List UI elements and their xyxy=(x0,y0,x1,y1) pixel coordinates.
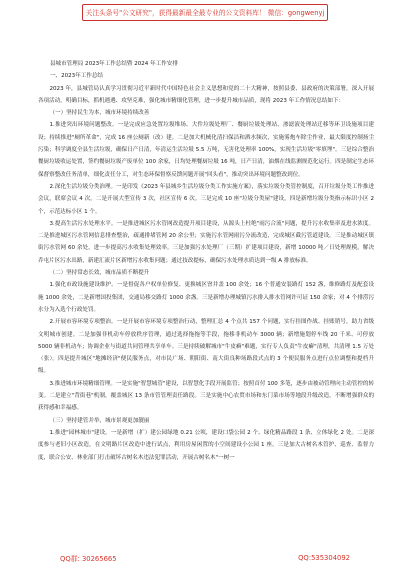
paragraph-municipal-facilities: 1.强化市政设施建设维护。一是督促各户权单位修复、更换城区窨井盖 100 余处；16 个普通安装路灯 152 盏，维修路灯及配套设施 1000 余处，二是新增国投集团，交通局移交路灯 1000 余盏。三是新增办理城镇污水排入排水管网许可证 150 余家；对 4 个排涝污水分为入选个行政处罚。 xyxy=(38,282,374,313)
document-body xyxy=(38,58,374,464)
subsection-heading-2: （二）坚持常态长效，城市品质不断提升 xyxy=(49,270,150,277)
paragraph-fine-management: 3.推进城市环境精细管理。一是实施"智慧城管"建设，以智慧化手段开展监管；按照首付 100 多笔，逐步由被动管理向主动管控的转变。二是建立"背街巷"机制，覆盖城区 13 条市管管理责任路段。三是实施中心农贸市场和东门菜市场等地段升级改造，不断增强群众的获得感和幸福感。 xyxy=(38,380,374,412)
subsection-heading-3: （三）坚持建管并举，城市景观更加靓丽 xyxy=(49,417,150,424)
paragraph-garbage-sorting: 2.深化生活垃圾分类治理。一是印发《2023 年县城乡生活垃圾分类工作实施方案》，落实垃圾分类管控制度，召开垃圾分类工作推进会议，联席会议 4 次。二是开展大型宣传 3 次，社区宣传 6 次。三是完成 10 座"垃圾分类屋"建设，四是新增垃圾分类指示标识小区 2 个，示范达标小区 1 个。 xyxy=(38,183,374,215)
paragraph-environment-rectification: 1.推进突出环境问题整改。一是完成应急处置垃圾堆场、大件垃圾处理厂、餐厨垃圾处理站、渗滤液处理站迁移等环卫设施项目建设；持续推进"厕所革命"，完成 16 座公厕新（改）建。二是加大机械化清扫保洁和洒水频次，实施雾炮车除尘作业，最大限度控制扬尘污染；科学调度全县生活垃圾，确保日产日清，年清运生活垃圾 5.5 万吨，无害化处理率 100%，实现生活垃圾"零填埋"。三是综合整治餐厨垃圾收运处置，签约餐厨垃圾产废单位 100 余家，日均处理餐厨垃圾 16 吨，日产日清，油烟在线监测规范化运行。四是制定生态环保督察整改任务清单，细化责任分工，对生态环保督察反馈问题开展"回头看"，推动突出环境问题整改到位。 xyxy=(38,122,374,178)
promo-banner-top: 关注头条号"公文研究"，获得最新最全最专业的公文资料库！ 微信：gongwenyj xyxy=(82,4,328,21)
qq-text: QQ:535304092 xyxy=(298,554,350,562)
contact-footer xyxy=(60,552,350,564)
paragraph-city-appearance: 2.开展市容环境专项整治。一是开展市容环境专项整治行动，整理汇总 4 个点共 157 个问题，实行挂图作战、挂账销号，助力省级文明城市创建。二是加强非机动车停放秩序管理，通过选择拖拖等手段，拖移非机动车 3000 辆；新增施划停车线 20 千米、可停放 5000 辆非机动车；协调企业与街道共同管理共享单车。三是持续破解城市"牛皮癣"难题，实行专人负责"牛皮癣"清理，共清理 1.5 万处（张）。四是提升城区"地摊经济"便民服务点，对市民广场、朝阳街、南大街良种场路段式点的 3 个便民服务点进行点位调整和提档升级。 xyxy=(38,319,374,375)
intro-paragraph: 2023 年，县城管局认真学习贯彻习近平新时代中国特色社会主义思想和党的二十大精神，按照县委、县政府的决策部署，深入开展各项活动，明确目标，抓机遇遇、攻坚克难，强化城市精细化管理，进一步提升城市品质，现将 2023 年工作情况总结如下： xyxy=(38,85,374,104)
section-heading: 一、2023年工作总结 xyxy=(50,73,103,80)
qq-group-text: QQ群: 30265665 xyxy=(60,555,117,563)
paragraph-sewage-treatment: 3.提高生活污水处理水平。一是推进城区污水管网改造提升项目建设，从源头上杜绝"雨污合流"问题，提升污水收集率及进水浓度。二是推进城区污水管网信息排查整治，疏通排堵管网 20 余公里；实施污水管网雨污分流改造，完成城区截污管道建设。三是推动城区镇街污水管网 60 余处，进一步提高污水收集处理效率。三是加强污水处理厂（三期）扩建项目建设，新增 10000 吨／日处理规模，解决乔屯片区污水出路，新建汇流片区新增污水收集问题；通过技改提标，确保污水处理水质达到一级 A 排放标准。 xyxy=(38,220,374,264)
paragraph-garden-city: 1.推进"园林城市"建设。一是新增（扩）建公园绿地 0.21 公顷，建设口袋公园 2 个、绿化精品路段 1 条、立体绿化 2 处。二是深度参与老旧小区改造，在文明路片区改造中进行试点，利用房屋闲置的小空间建设小公园 1 座。三是加大古树名木管护、巡查、监督力度，联合公安、林业部门打击破坏古树名木违法犯罪活动，开展古树名木"一树一 xyxy=(38,429,374,461)
subsection-heading-1: （一）坚持民生为本，城市环境持续改善 xyxy=(49,110,150,117)
document-title: 县城市管理局 2023年工作总结暨 2024 年工作安排 xyxy=(50,61,178,67)
